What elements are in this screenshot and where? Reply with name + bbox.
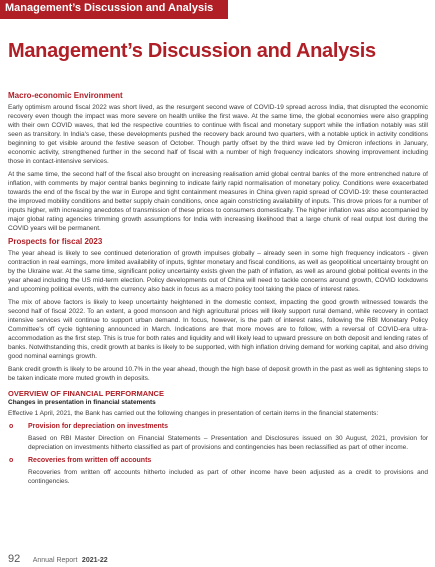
header-title: Management’s Discussion and Analysis: [5, 2, 214, 14]
bullet-marker: o: [9, 423, 14, 430]
overview-subheading: Changes in presentation in financial statements: [8, 399, 156, 406]
prospects-paragraph-3: Bank credit growth is likely to be around 10.7% in the year ahead, though the high base of deposit growth in the past as well as tightening steps to be taken indicate more muted growth in deposits.: [8, 366, 428, 382]
list-item-text: Based on RBI Master Direction on Financial Statements – Presentation and Disclosures issued on 30 August, 2021, provision for depreciation on investments hitherto classified as part of provisions and contingencies has been reclassified as part of other income.: [28, 435, 428, 451]
macro-paragraph-2: At the same time, the second half of the fiscal also brought on increasing realisation amid global central banks of the more entrenched nature of inflation, with comments by major central banks beginning to indicate fairly rapid normalisation of monetary policy. Conditions were exacerbated towards the end of the fiscal by the war in Europe and tight containment measures in China given rapid spread of COVID-19: these counteracted the improved mobility conditions and better supply chain conditions, once again constricting availability of inputs. This drove prices for a number of inputs higher, with increasing anecdotes of transmission of these prices to consumers domestically. The higher inflation was also accompanied by major global rating agencies trimming growth assumptions for India with increasing likelihood that a large chunk of real output lost during the COVID years will be permanent.: [8, 171, 428, 232]
bullet-marker: o: [9, 457, 14, 464]
prospects-paragraph-2: The mix of above factors is likely to keep uncertainty heightened in the domestic context, impacting the good growth witnessed towards the second half of fiscal 2022. To an extent, a good monsoon and high agricultural prices will likely support rural demand, while recovery in contact intensive services will continue to support urban demand. In focus, however, is the path of interest rates, following the RBI Monetary Policy Committee's off cycle tightening announced in March. Indications are that more moves are to follow, with a reversal of COVID-era ultra-accommodation as the first step. This is true for both rates and liquidity and will likely lead to upward pressure on both deposit and lending rates of banks. Notwithstanding this, credit growth at banks is likely to be supported, with high inflation driving demand for working capital, and also driving good nominal earnings growth.: [8, 299, 428, 360]
report-label: Annual Report: [32, 557, 78, 564]
list-item: [8, 456, 428, 486]
page-number: 92: [8, 553, 21, 565]
list-item-title: Provision for depreciation on investments: [28, 423, 169, 430]
macro-paragraph-1: Early optimism around fiscal 2022 was short lived, as the resurgent second wave of COVID-19 spread across India, that disrupted the economic recovery even though the impact was more severe on health unlike the first wave. At the same time, the global economies were also grappling with their own COVID waves, that led the respective countries to continue with fiscal and monetary support while the inflation notably was still seen as transitory. In India's case, these developments pushed the recovery back around two quarters, with a notable uptick in activity conditions beginning to get visible around the festive season of October. Though partly offset by the third wave led by Omicron infections in January, economic activity, strengthened further in the second half of fiscal with a number of high frequency indicators showing improvement including those in contact-intensive services.: [8, 104, 428, 165]
prospects-paragraph-1: The year ahead is likely to see continued deterioration of growth impulses globally – already seen in some high frequency indicators - given contraction in real earnings, more limited availability of inputs, tighter monetary and fiscal conditions, as well as geopolitical uncertainty brought on by the Ukraine war. At the same time, significant policy uncertainty exists given the path of inflation, as well as around global political events in the year ahead including the US mid-term election. Policy developments out of China will need to tackle concerns around growth, COVID lockdowns and upcoming political events, with the currency also back in focus as a macro policy tool taking the place of interest rates.: [8, 250, 428, 293]
macro-section: [8, 91, 428, 233]
list-item-text: Recoveries from written off accounts hitherto included as part of other income have been adjusted as a credit to provisions and contingencies.: [28, 469, 428, 485]
prospects-section: [8, 237, 428, 383]
list-item: [8, 422, 428, 452]
header-band: [0, 0, 228, 19]
report-year: 2021-22: [81, 557, 108, 564]
macro-heading: Macro-economic Environment: [8, 91, 123, 100]
list-item-title: Recoveries from written off accounts: [28, 457, 152, 464]
page-title: Management’s Discussion and Analysis: [8, 40, 376, 62]
page-footer: [8, 549, 108, 567]
overview-heading: OVERVIEW OF FINANCIAL PERFORMANCE: [8, 389, 164, 398]
overview-intro: Effective 1 April, 2021, the Bank has carried out the following changes in presentation of certain items in the financial statements:: [8, 410, 379, 417]
prospects-heading: Prospects for fiscal 2023: [8, 237, 103, 246]
document-body: [8, 91, 428, 490]
overview-section: [8, 389, 428, 486]
